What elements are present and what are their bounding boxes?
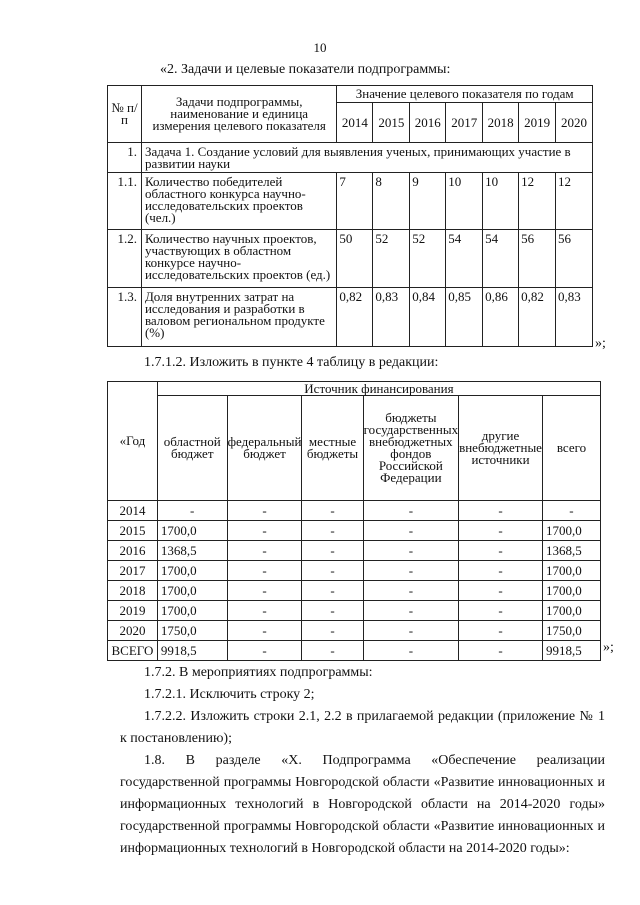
row-value: 52 xyxy=(373,230,410,288)
row-value: - xyxy=(459,561,543,581)
row-value: 1700,0 xyxy=(157,561,227,581)
row-value: - xyxy=(302,501,363,521)
header-year: «Год xyxy=(108,382,158,501)
row-value: 0,86 xyxy=(483,288,519,347)
row-value: - xyxy=(227,581,302,601)
row-value: - xyxy=(459,641,543,661)
table-row xyxy=(108,173,593,230)
row-value: - xyxy=(363,541,458,561)
row-value: 1700,0 xyxy=(542,561,600,581)
year-header: 2020 xyxy=(556,103,593,143)
row-value: - xyxy=(363,621,458,641)
row-value: - xyxy=(459,581,543,601)
column-header: всего xyxy=(542,396,600,501)
header-task-name: Задачи подпрограммы, наименование и единица измерения целевого показателя xyxy=(141,86,336,143)
row-value: - xyxy=(459,541,543,561)
row-value: - xyxy=(302,561,363,581)
table-row xyxy=(108,601,601,621)
paragraph: 1.7.2.2. Изложить строки 2.1, 2.2 в прилагаемой редакции (приложение № 1 к постановлению); xyxy=(120,709,605,746)
header-values: Значение целевого показателя по годам xyxy=(337,86,593,103)
row-value: 1700,0 xyxy=(157,601,227,621)
row-value: - xyxy=(302,541,363,561)
row-name: Доля внутренних затрат на исследования и разработки в валовом региональном продукте (%) xyxy=(141,288,336,347)
row-value: 9918,5 xyxy=(542,641,600,661)
row-value: 0,85 xyxy=(446,288,483,347)
row-value: 1700,0 xyxy=(542,581,600,601)
table-row xyxy=(108,561,601,581)
row-value: - xyxy=(459,501,543,521)
paragraph: 1.7.2. В мероприятиях подпрограммы: xyxy=(144,665,373,680)
table-row xyxy=(108,581,601,601)
row-value: - xyxy=(227,621,302,641)
row-value: 54 xyxy=(446,230,483,288)
column-header: областной бюджет xyxy=(157,396,227,501)
row-value: - xyxy=(363,641,458,661)
row-name: Количество победителей областного конкурса научно-исследовательских проектов (чел.) xyxy=(141,173,336,230)
table-row xyxy=(108,501,601,521)
row-value: - xyxy=(302,641,363,661)
row-value: 8 xyxy=(373,173,410,230)
row-year: 2019 xyxy=(108,601,158,621)
row-value: - xyxy=(363,581,458,601)
paragraph: 1.7.2.1. Исключить строку 2; xyxy=(144,687,315,702)
row-value: 1750,0 xyxy=(157,621,227,641)
row-value: 0,82 xyxy=(337,288,373,347)
row-value: 7 xyxy=(337,173,373,230)
row-value: - xyxy=(459,521,543,541)
row-year: 2015 xyxy=(108,521,158,541)
row-value: - xyxy=(302,521,363,541)
paragraph: 1.8. В разделе «X. Подпрограмма «Обеспечение реализации государственной программы Новгородской области «Развитие инновационных и информационных технологий в Новгородской области на 2014-2020 годы» государственной программы Новгородской области «Развитие инновационных и информационных технологий в Новгородской области на 2014-2020 годы»: xyxy=(120,753,605,856)
financing-table xyxy=(107,381,601,661)
row-value: 1700,0 xyxy=(157,581,227,601)
row-value: - xyxy=(459,621,543,641)
row-value: - xyxy=(302,581,363,601)
task-row xyxy=(108,143,593,173)
table-row xyxy=(108,621,601,641)
row-value: 56 xyxy=(556,230,593,288)
row-value: - xyxy=(363,561,458,581)
row-value: 12 xyxy=(556,173,593,230)
row-value: - xyxy=(363,501,458,521)
table2-end-mark: »; xyxy=(603,640,614,655)
year-header: 2019 xyxy=(519,103,556,143)
column-header: федеральный бюджет xyxy=(227,396,302,501)
header-source: Источник финансирования xyxy=(157,382,600,396)
table1-title: «2. Задачи и целевые показатели подпрограммы: xyxy=(160,62,451,77)
year-header: 2015 xyxy=(373,103,410,143)
row-value: 52 xyxy=(410,230,446,288)
table-row xyxy=(108,641,601,661)
row-value: - xyxy=(363,521,458,541)
row-value: 1700,0 xyxy=(542,601,600,621)
row-value: 1700,0 xyxy=(542,521,600,541)
row-value: 10 xyxy=(483,173,519,230)
row-num: 1.3. xyxy=(108,288,142,347)
table-row xyxy=(108,288,593,347)
row-value: - xyxy=(227,501,302,521)
row-num: 1.1. xyxy=(108,173,142,230)
year-header: 2016 xyxy=(410,103,446,143)
column-header: другие внебюджетные источники xyxy=(459,396,543,501)
row-value: - xyxy=(227,521,302,541)
task-num: 1. xyxy=(108,143,142,173)
row-value: - xyxy=(302,601,363,621)
row-value: - xyxy=(157,501,227,521)
year-header: 2018 xyxy=(483,103,519,143)
instruction-1: 1.7.1.2. Изложить в пункте 4 таблицу в редакции: xyxy=(144,355,439,370)
header-num: № п/п xyxy=(108,86,142,143)
column-header: местные бюджеты xyxy=(302,396,363,501)
row-value: 54 xyxy=(483,230,519,288)
row-value: 10 xyxy=(446,173,483,230)
row-value: 0,82 xyxy=(519,288,556,347)
row-value: - xyxy=(227,561,302,581)
row-value: 1368,5 xyxy=(542,541,600,561)
row-num: 1.2. xyxy=(108,230,142,288)
row-value: - xyxy=(459,601,543,621)
row-value: 0,84 xyxy=(410,288,446,347)
year-header: 2014 xyxy=(337,103,373,143)
row-year: 2020 xyxy=(108,621,158,641)
row-value: - xyxy=(302,621,363,641)
row-year: ВСЕГО xyxy=(108,641,158,661)
table-row xyxy=(108,230,593,288)
row-name: Количество научных проектов, участвующих в областном конкурсе научно-исследовательских проектов (ед.) xyxy=(141,230,336,288)
row-year: 2017 xyxy=(108,561,158,581)
row-value: - xyxy=(227,601,302,621)
row-value: 1368,5 xyxy=(157,541,227,561)
targets-table xyxy=(107,85,593,347)
table-row xyxy=(108,541,601,561)
page-number: 10 xyxy=(313,40,327,55)
row-value: 9918,5 xyxy=(157,641,227,661)
row-value: - xyxy=(542,501,600,521)
row-value: 56 xyxy=(519,230,556,288)
row-value: 0,83 xyxy=(373,288,410,347)
task-text: Задача 1. Создание условий для выявления ученых, принимающих участие в развитии науки xyxy=(141,143,592,173)
column-header: бюджеты государственных внебюджетных фондов Российской Федерации xyxy=(363,396,458,501)
row-value: 1750,0 xyxy=(542,621,600,641)
row-value: - xyxy=(227,541,302,561)
row-value: 0,83 xyxy=(556,288,593,347)
row-year: 2016 xyxy=(108,541,158,561)
row-value: - xyxy=(363,601,458,621)
row-value: 1700,0 xyxy=(157,521,227,541)
table-row xyxy=(108,521,601,541)
row-year: 2018 xyxy=(108,581,158,601)
row-value: - xyxy=(227,641,302,661)
year-header: 2017 xyxy=(446,103,483,143)
row-year: 2014 xyxy=(108,501,158,521)
row-value: 50 xyxy=(337,230,373,288)
table1-end-mark: »; xyxy=(595,336,606,351)
row-value: 12 xyxy=(519,173,556,230)
row-value: 9 xyxy=(410,173,446,230)
